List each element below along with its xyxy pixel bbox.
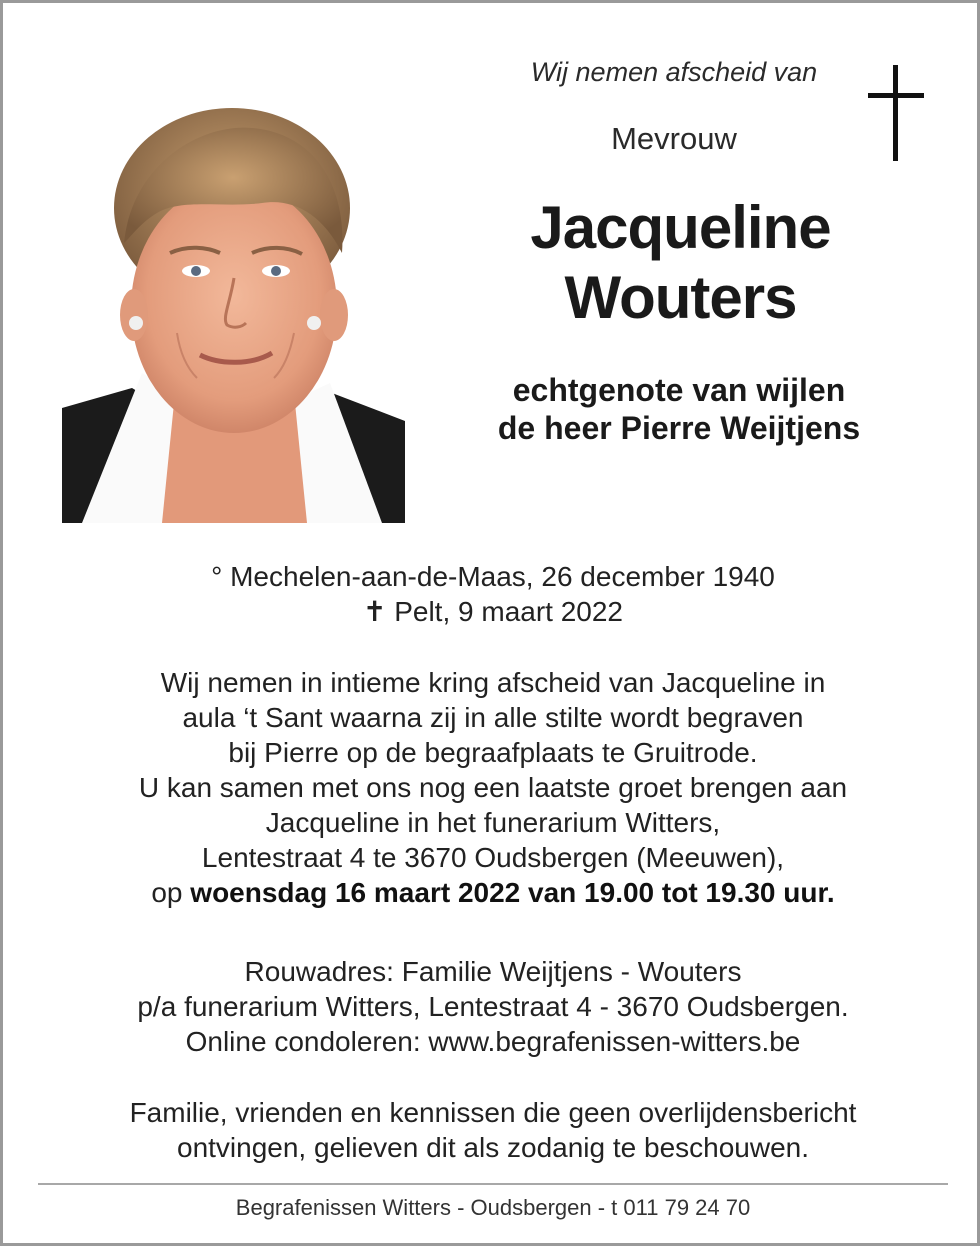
deceased-name — [458, 193, 903, 333]
life-dates — [3, 559, 980, 629]
paragraph-line: Jacqueline in het funerarium Witters, — [265, 807, 721, 838]
paragraph-line: Familie, vrienden en kennissen die geen overlijdensbericht — [129, 1097, 857, 1128]
paragraph-line: Online condoleren: www.begrafenissen-witters.be — [185, 1026, 801, 1057]
birth-line: ° Mechelen-aan-de-Maas, 26 december 1940 — [211, 561, 775, 592]
portrait-photo — [62, 103, 405, 523]
intro-line: Wij nemen afscheid van — [530, 57, 818, 87]
closing-paragraph — [3, 1095, 980, 1165]
paragraph-line: Rouwadres: Familie Weijtjens - Wouters — [244, 956, 742, 987]
paragraph-line: Wij nemen in intieme kring afscheid van Jacqueline in — [160, 667, 826, 698]
footer-funeral-home: Begrafenissen Witters - Oudsbergen - t 011 79 24 70 — [235, 1195, 751, 1220]
paragraph-line: bij Pierre op de begraafplaats te Gruitrode. — [228, 737, 758, 768]
visit-prefix: op — [151, 877, 191, 908]
paragraph-line: U kan samen met ons nog een laatste groet brengen aan — [138, 772, 848, 803]
paragraph-line: ontvingen, gelieven dit als zodanig te beschouwen. — [177, 1132, 809, 1163]
honorific-title: Mevrouw — [611, 121, 737, 156]
spouse-info — [443, 371, 915, 447]
ceremony-paragraph — [3, 665, 980, 910]
paragraph-line: aula ‘t Sant waarna zij in alle stilte wordt begraven — [182, 702, 804, 733]
last-name: Wouters — [564, 264, 797, 331]
address-paragraph — [3, 954, 980, 1059]
visit-time: woensdag 16 maart 2022 van 19.00 tot 19.30 uur. — [190, 877, 835, 908]
footer-divider — [38, 1183, 948, 1185]
first-name: Jacqueline — [530, 194, 831, 261]
visit-time-line — [3, 875, 980, 910]
spouse-line: echtgenote van wijlen — [512, 372, 846, 408]
paragraph-line: Lentestraat 4 te 3670 Oudsbergen (Meeuwen), — [201, 842, 785, 873]
spouse-line: de heer Pierre Weijtjens — [497, 410, 861, 446]
paragraph-line: p/a funerarium Witters, Lentestraat 4 - 3670 Oudsbergen. — [137, 991, 849, 1022]
death-line: ✝ Pelt, 9 maart 2022 — [362, 596, 624, 627]
